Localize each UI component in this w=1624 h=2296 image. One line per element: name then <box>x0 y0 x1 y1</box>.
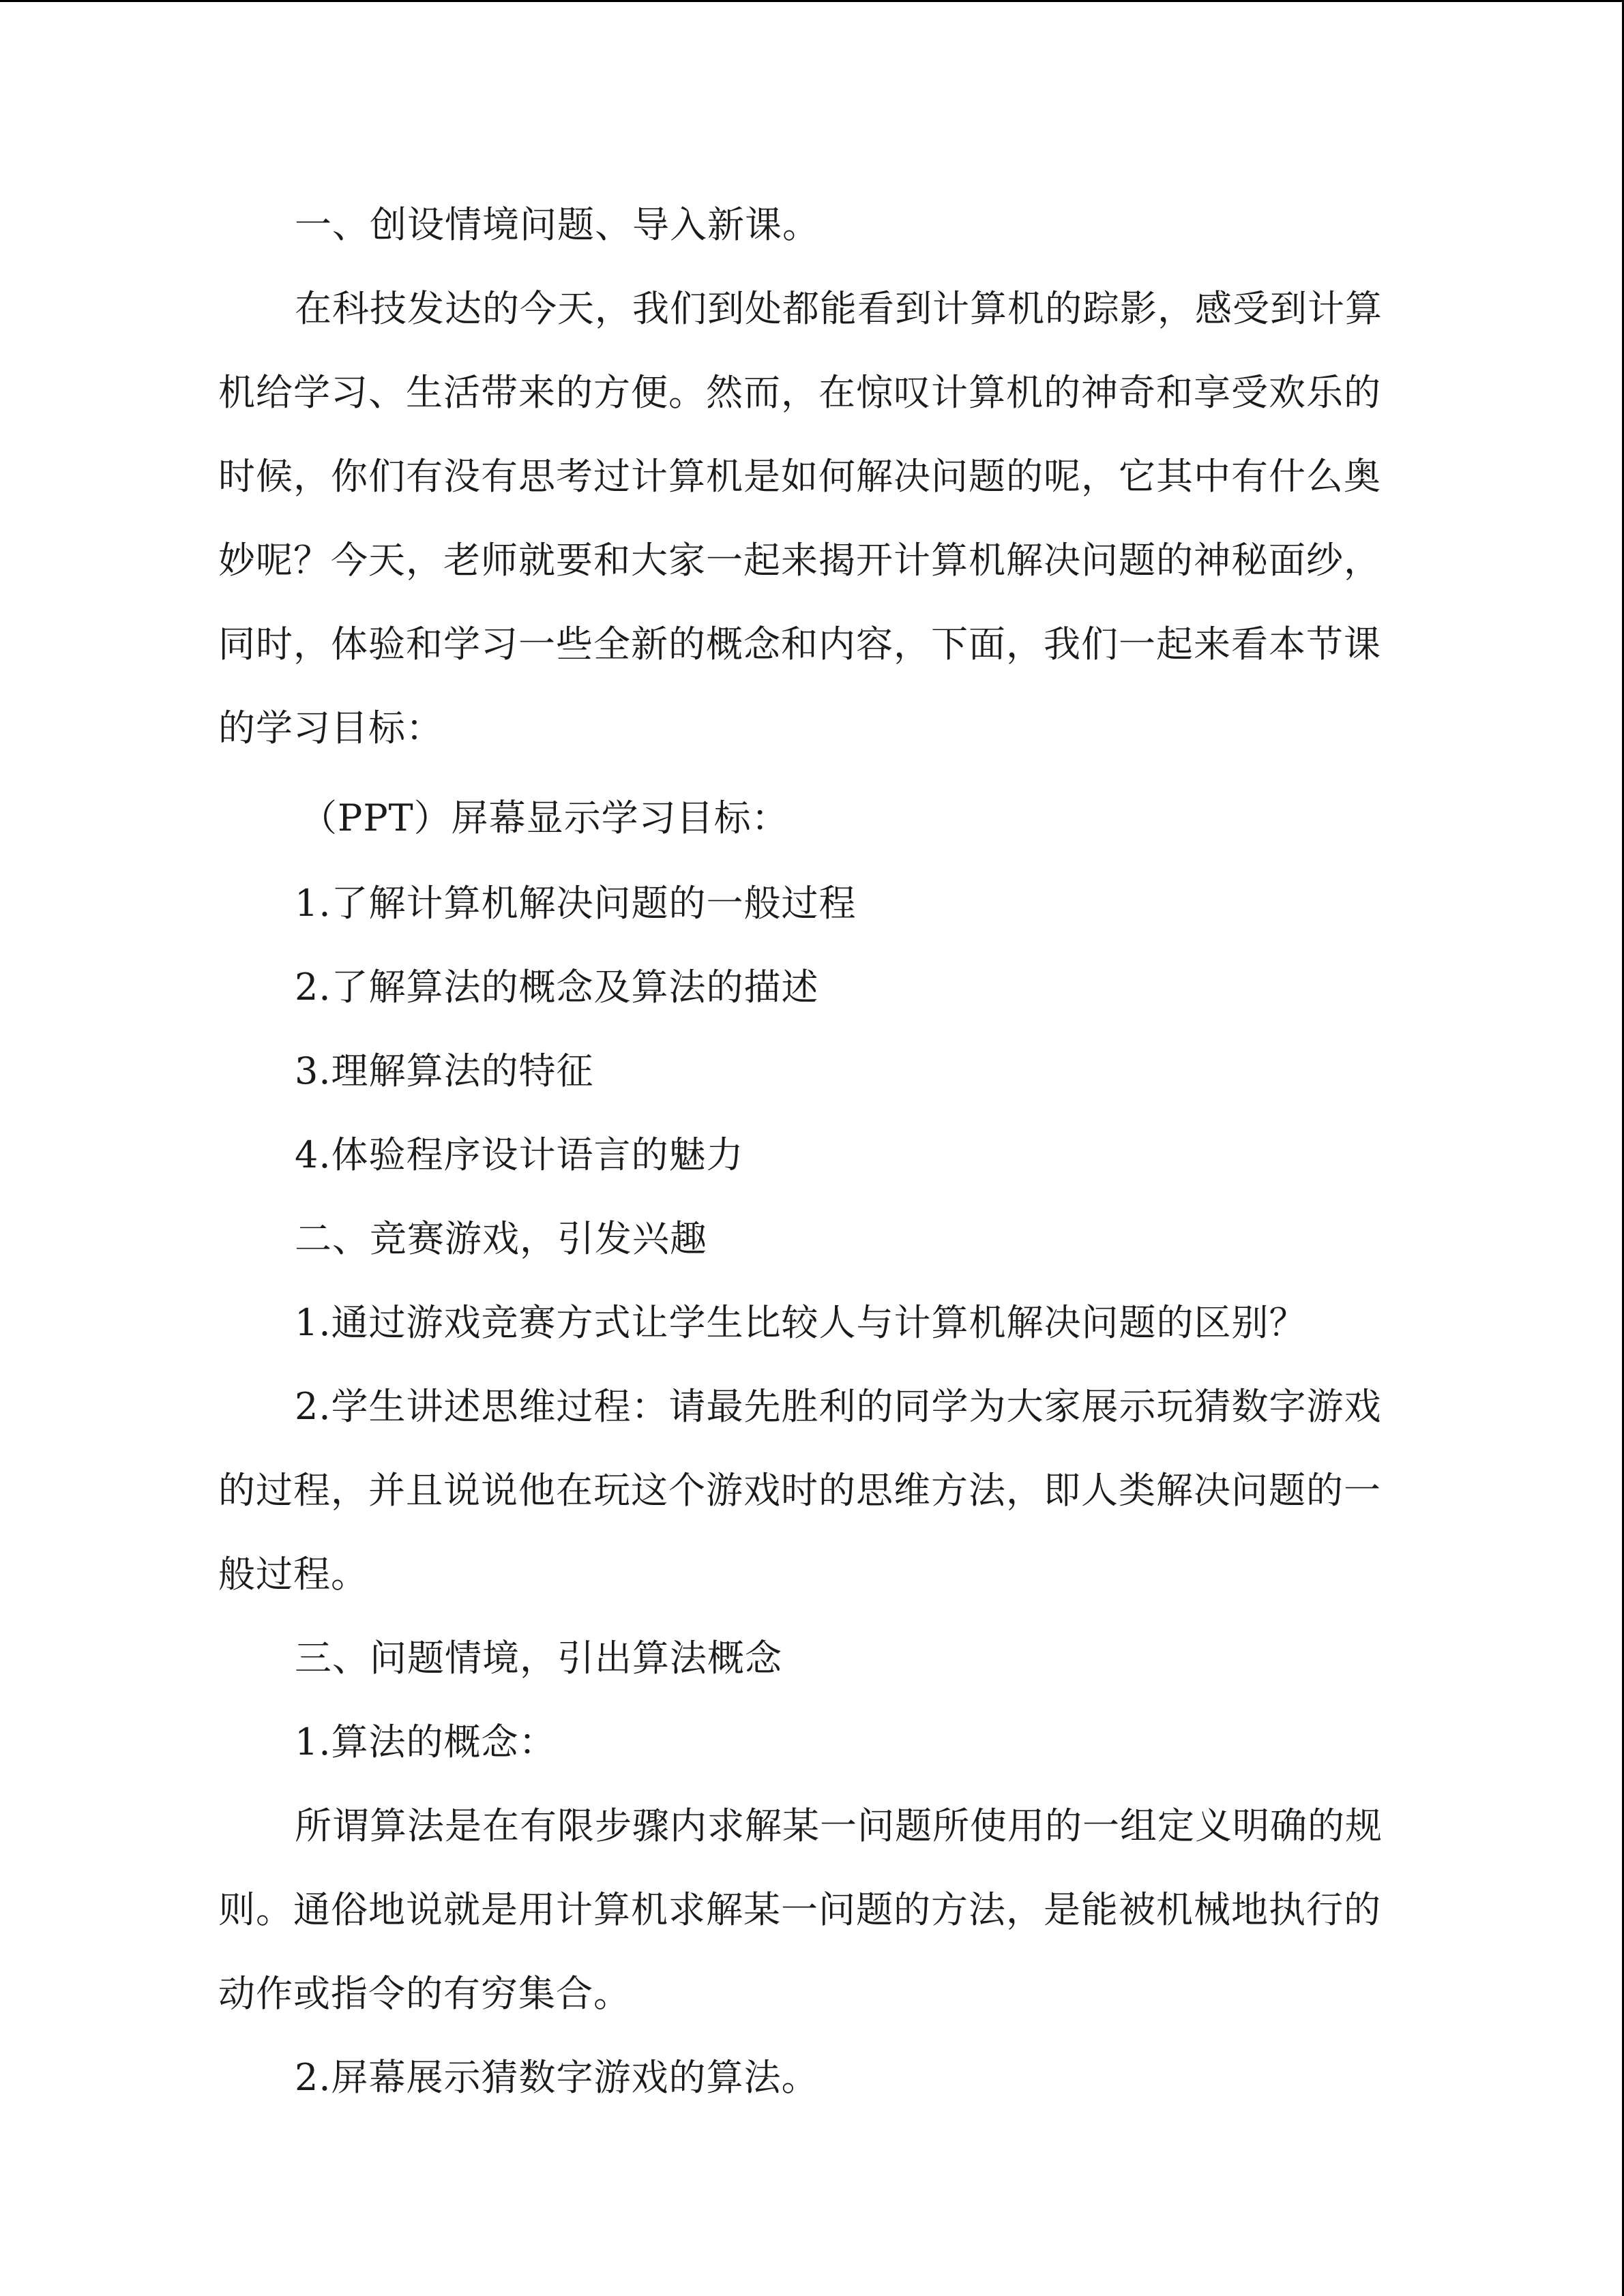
paragraph-line: 时候，你们有没有思考过计算机是如何解决问题的呢，它其中有什么奥 <box>218 455 1381 498</box>
paragraph-line: 所谓算法是在有限步骤内求解某一问题所使用的一组定义明确的规 <box>295 1804 1383 1847</box>
objective-item: 1.了解计算机解决问题的一般过程 <box>295 882 857 925</box>
paragraph-line: 妙呢？今天，老师就要和大家一起来揭开计算机解决问题的神秘面纱， <box>218 539 1381 582</box>
section-heading-1: 一、创设情境问题、导入新课。 <box>295 203 820 246</box>
objective-item: 3.理解算法的特征 <box>295 1049 594 1092</box>
paragraph-line: 的过程，并且说说他在玩这个游戏时的思维方法，即人类解决问题的一 <box>218 1469 1381 1512</box>
paragraph-line: 则。通俗地说就是用计算机求解某一问题的方法，是能被机械地执行的 <box>218 1888 1381 1931</box>
list-item: 1.算法的概念： <box>295 1720 557 1763</box>
ppt-objectives-line: （PPT）屏幕显示学习目标： <box>300 796 789 839</box>
section-heading-2: 二、竞赛游戏，引发兴趣 <box>295 1217 707 1260</box>
paragraph-line: 动作或指令的有穷集合。 <box>218 1972 631 2015</box>
list-item: 2.屏幕展示猜数字游戏的算法。 <box>295 2056 819 2099</box>
paragraph-line: 的学习目标： <box>218 706 443 749</box>
list-item: 1.通过游戏竞赛方式让学生比较人与计算机解决问题的区别？ <box>295 1301 1307 1344</box>
paragraph-line: 同时，体验和学习一些全新的概念和内容，下面，我们一起来看本节课 <box>218 623 1381 666</box>
list-item: 2.学生讲述思维过程：请最先胜利的同学为大家展示玩猜数字游戏 <box>295 1385 1382 1428</box>
paragraph-line: 般过程。 <box>218 1553 368 1596</box>
paragraph-line: 在科技发达的今天，我们到处都能看到计算机的踪影，感受到计算 <box>295 287 1383 330</box>
objective-item: 4.体验程序设计语言的魅力 <box>295 1133 744 1176</box>
paragraph-line: 机给学习、生活带来的方便。然而，在惊叹计算机的神奇和享受欢乐的 <box>218 371 1381 414</box>
section-heading-3: 三、问题情境，引出算法概念 <box>295 1637 782 1680</box>
objective-item: 2.了解算法的概念及算法的描述 <box>295 966 819 1009</box>
